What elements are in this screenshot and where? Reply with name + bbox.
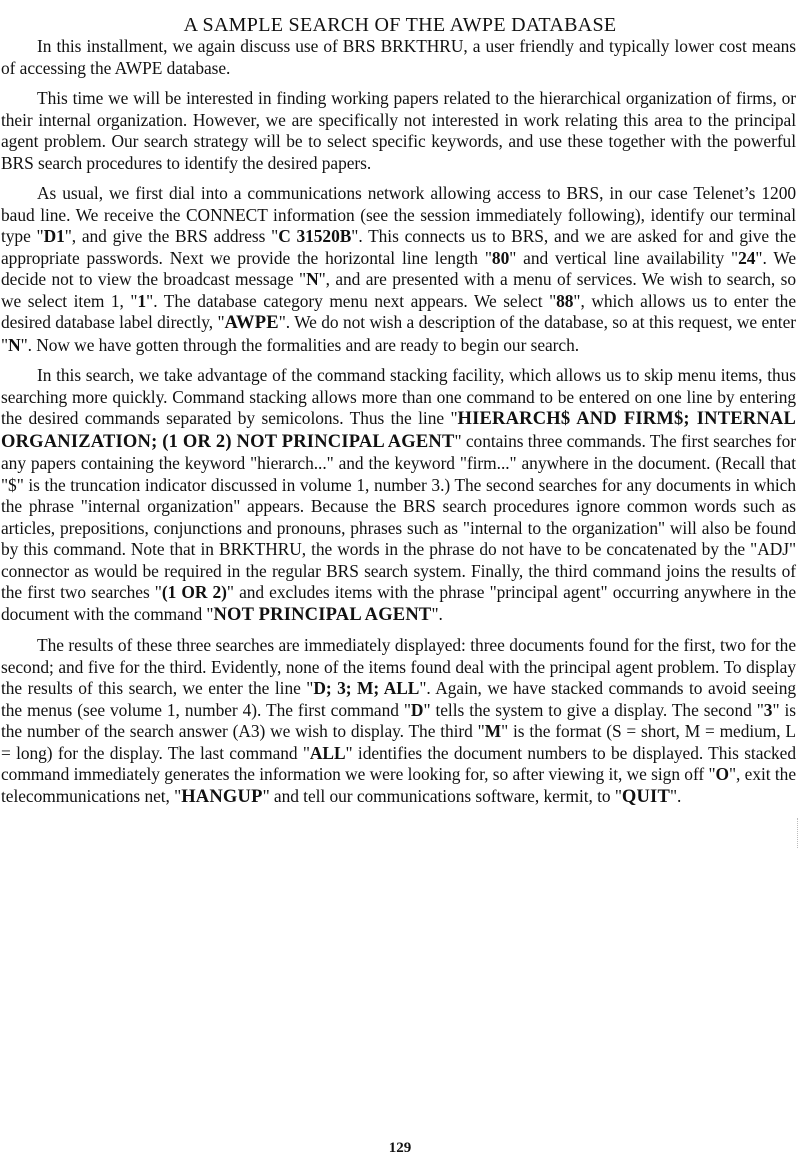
command-text: 24 xyxy=(738,247,756,268)
body-text: " and excludes items with the phrase "principal agent" occurring anywhere in the document with the command " xyxy=(1,582,796,624)
paragraph xyxy=(1,183,796,356)
paragraph xyxy=(1,88,796,174)
body-text: In this search, we take advantage of the command stacking facility, which allows us to skip menu items, thus searching more quickly. Command stacking allows more than one command to be entered on one line by entering the desired commands separated by semicolons. Thus the line " xyxy=(1,365,796,428)
command-text: N xyxy=(8,334,21,355)
body-text: As usual, we first dial into a communications network allowing access to BRS, in our case Telenet’s 1200 baud line. We receive the CONNECT information (see the session immediately following), identify our terminal type " xyxy=(1,183,796,246)
body-text: ", and give the BRS address " xyxy=(64,226,279,246)
document-body xyxy=(1,36,796,817)
body-text: ". We do not wish a description of the database, so at this request, we enter " xyxy=(1,312,796,355)
command-text: D xyxy=(410,699,424,720)
command-text: AWPE xyxy=(224,313,279,333)
command-text: 3 xyxy=(763,699,773,720)
paragraph xyxy=(1,365,796,626)
paragraph xyxy=(1,635,796,808)
command-text: D1 xyxy=(43,226,65,246)
body-text: In this installment, we again discuss use of BRS BRKTHRU, a user friendly and typically lower cost means of accessing the AWPE database. xyxy=(1,36,796,78)
body-text: " is the format (S = short, M = medium, L = long) for the display. The last command " xyxy=(1,721,796,763)
body-text: ". Again, we have stacked commands to avoid seeing the menus (see volume 1, number 4). The first command " xyxy=(1,678,796,720)
command-text: NOT PRINCIPAL AGENT xyxy=(213,604,432,625)
command-text: C 31520B xyxy=(278,226,352,246)
command-text: D; 3; M; ALL xyxy=(313,678,420,698)
body-text: ". We decide not to view the broadcast message " xyxy=(1,247,796,289)
command-text: N xyxy=(306,269,319,289)
paragraph xyxy=(1,36,796,79)
page-title: A SAMPLE SEARCH OF THE AWPE DATABASE xyxy=(183,14,617,37)
body-text: ". The database category menu next appears. We select " xyxy=(146,290,557,311)
body-text: ". xyxy=(670,785,682,806)
page-number: 129 xyxy=(388,1140,412,1156)
body-text: The results of these three searches are immediately displayed: three documents found for the first, two for the second; and five for the third. Evidently, none of the items found deal with the principal agent problem. To display the results of this search, we enter the line " xyxy=(1,635,796,698)
command-text: HANGUP xyxy=(181,786,263,807)
scan-artifact xyxy=(795,818,798,848)
body-text: ". xyxy=(431,603,443,624)
body-text: ", which allows us to enter the desired database label directly, " xyxy=(1,290,796,332)
command-text: 88 xyxy=(556,290,574,311)
command-text: O xyxy=(715,764,729,784)
command-text: QUIT xyxy=(621,786,670,807)
body-text: " is the number of the search answer (A3) we wish to display. The third " xyxy=(1,699,796,741)
body-text: ", exit the telecommunications net, " xyxy=(1,764,796,806)
body-text: " identifies the document numbers to be displayed. This stacked command immediately generates the information we were looking for, so after viewing it, we sign off " xyxy=(1,742,796,784)
command-text: 80 xyxy=(491,247,510,268)
command-text: ALL xyxy=(309,742,346,763)
body-text: ". Now we have gotten through the formalities and are ready to begin our search. xyxy=(20,334,580,355)
body-text: " contains three commands. The first searches for any papers containing the keyword "hierarch..." and the keyword "firm..." anywhere in the document. (Recall that "$" is the truncation indicator discussed in volume 1, number 3.) The second searches for any documents in which the phrase "internal organization" appears. Because the BRS search procedures ignore common words such as articles, prepositions, conjunctions and pronouns, phrases such as "internal to the organization" will also be found by this command. Note that in BRKTHRU, the words in the phrase do not have to be concatenated by the "ADJ" connector as would be required in the regular BRS search system. Finally, the third command joins the results of the first two searches " xyxy=(1,430,796,602)
command-text: (1 OR 2) xyxy=(161,582,227,602)
command-text: M xyxy=(484,721,502,741)
body-text: ", and are presented with a menu of services. We wish to search, so we select item 1, " xyxy=(1,269,796,311)
body-text: " and tell our communications software, kermit, to " xyxy=(262,785,622,806)
body-text: This time we will be interested in finding working papers related to the hierarchical organization of firms, or their internal organization. However, we are specifically not interested in work relating this area to the principal agent problem. Our search strategy will be to select specific keywords, and use these together with the powerful BRS search procedures to identify the desired papers. xyxy=(1,88,796,173)
body-text: ". This connects us to BRS, and we are asked for and give the appropriate passwords. Next we provide the horizontal line length " xyxy=(1,226,796,268)
body-text: " and vertical line availability " xyxy=(509,247,739,268)
body-text: " tells the system to give a display. The second " xyxy=(423,699,764,720)
command-text: 1 xyxy=(137,290,147,311)
command-text: HIERARCH$ AND FIRM$; INTERNAL ORGANIZATION; (1 OR 2) NOT PRINCIPAL AGENT xyxy=(1,409,796,452)
